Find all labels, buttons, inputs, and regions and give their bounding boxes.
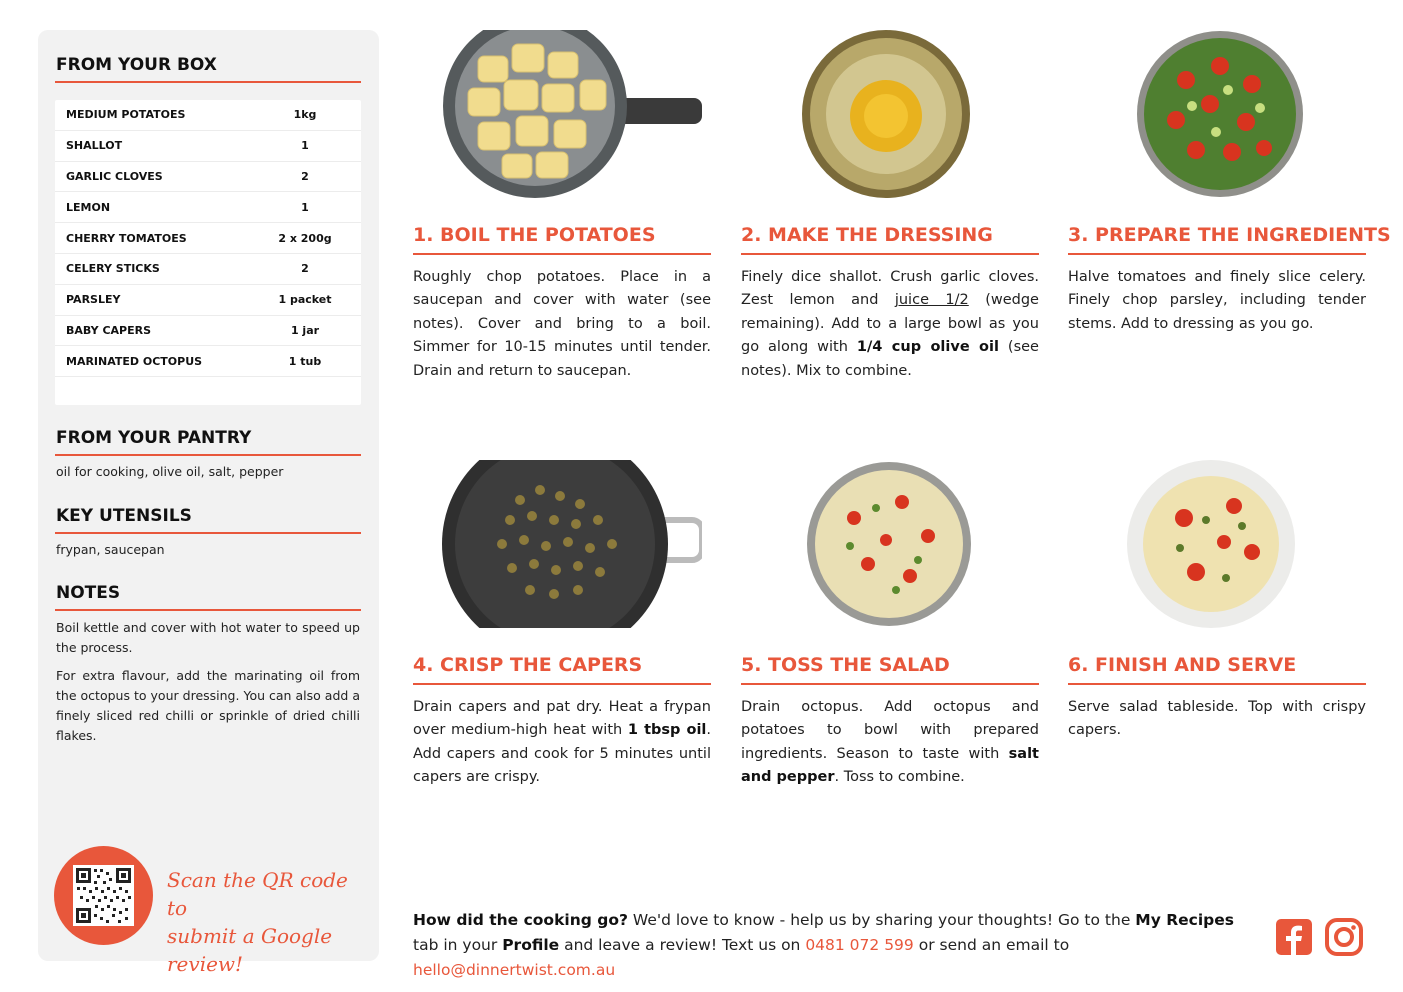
step-3-title: 3. PREPARE THE INGREDIENTS	[1068, 224, 1391, 246]
my-recipes-text: My Recipes	[1135, 911, 1234, 929]
ingredient-name: BABY CAPERS	[66, 323, 152, 337]
table-row	[55, 223, 361, 254]
ingredient-name: CELERY STICKS	[66, 262, 160, 276]
step-6-text: Serve salad tableside. Top with crispy capers.	[1068, 699, 1366, 739]
heading-rule	[55, 454, 361, 456]
ingredients-table	[55, 100, 361, 405]
step-2-image	[800, 30, 972, 198]
text-bold: 1/4 cup olive oil	[856, 339, 999, 356]
heading-rule	[55, 532, 361, 534]
table-row	[55, 162, 361, 193]
qr-caption-line: Scan the QR code to	[167, 868, 348, 920]
text-run: We'd love to know - help us by sharing your thoughts! Go to the	[627, 911, 1136, 929]
ingredient-qty: 1	[301, 200, 309, 214]
table-row	[55, 285, 361, 316]
text-run: tab in your	[413, 936, 503, 954]
step-5-image	[806, 460, 972, 628]
ingredient-name: SHALLOT	[66, 139, 123, 153]
step-1-title: 1. BOIL THE POTATOES	[413, 224, 656, 246]
step-5-text	[741, 696, 1039, 790]
step-2-title: 2. MAKE THE DRESSING	[741, 224, 993, 246]
heading-rule	[55, 81, 361, 83]
text-run: or send an email to	[913, 936, 1070, 954]
qr-caption-line: submit a Google review!	[167, 924, 333, 976]
facebook-icon[interactable]	[1275, 918, 1313, 956]
ingredient-qty: 1kg	[293, 108, 317, 122]
step-4-text	[413, 696, 711, 790]
text-run: and leave a review! Text us on	[559, 936, 806, 954]
step-rule	[413, 683, 711, 685]
ingredient-name: MARINATED OCTOPUS	[66, 354, 203, 368]
notes-heading: NOTES	[56, 583, 121, 603]
ingredient-qty: 1	[301, 139, 309, 153]
ingredient-name: CHERRY TOMATOES	[66, 231, 187, 245]
step-1-text: Roughly chop potatoes. Place in a saucepan and cover with water (see notes). Cover and bring to a boil. Simmer for 10-15 minutes until tender. Drain and return to saucepan.	[413, 269, 711, 379]
notes-paragraph: Boil kettle and cover with hot water to speed up the process.	[56, 620, 360, 655]
step-4-image	[440, 460, 702, 628]
step-rule	[741, 253, 1039, 255]
footer-question: How did the cooking go?	[413, 911, 628, 929]
table-row	[55, 131, 361, 162]
ingredient-qty: 2	[301, 262, 309, 276]
table-row	[55, 192, 361, 223]
text-underline: juice 1/2	[894, 292, 969, 309]
text-run: (see notes). Mix to combine.	[741, 339, 1039, 379]
step-6-image	[1124, 460, 1298, 628]
step-6-title: 6. FINISH AND SERVE	[1068, 654, 1297, 676]
table-row	[55, 316, 361, 347]
step-rule	[741, 683, 1039, 685]
ingredient-name: MEDIUM POTATOES	[66, 108, 186, 122]
step-5-title: 5. TOSS THE SALAD	[741, 654, 950, 676]
pantry-heading: FROM YOUR PANTRY	[56, 428, 252, 448]
table-row	[55, 254, 361, 285]
profile-text: Profile	[502, 936, 560, 954]
ingredient-qty: 2	[301, 169, 309, 183]
text-run: . Add capers and cook for 5 minutes until capers are crispy.	[413, 722, 711, 786]
qr-badge[interactable]	[54, 846, 153, 945]
qr-code[interactable]	[73, 865, 134, 926]
qr-code-icon	[73, 865, 134, 926]
instagram-icon[interactable]	[1325, 918, 1363, 956]
email-link[interactable]: hello@dinnertwist.com.au	[413, 961, 616, 979]
text-run: Finely dice shallot. Crush garlic cloves. Zest lemon and	[741, 269, 1039, 309]
ingredient-qty: 1 jar	[290, 323, 320, 337]
heading-rule	[55, 609, 361, 611]
text-run: . Toss to combine.	[834, 769, 965, 786]
sidebar-panel	[38, 30, 379, 976]
ingredient-qty: 2 x 200g	[278, 231, 332, 245]
table-row	[55, 346, 361, 377]
utensils-text: frypan, saucepan	[56, 542, 165, 557]
ingredient-qty: 1 packet	[278, 293, 332, 307]
text-run: (wedge remaining). Add to a large bowl as you go along with	[741, 292, 1039, 356]
text-bold: salt and pepper	[741, 745, 1039, 786]
ingredient-qty: 1 tub	[288, 354, 322, 368]
table-row	[55, 100, 361, 131]
ingredient-name: PARSLEY	[66, 293, 121, 307]
qr-caption	[167, 866, 367, 978]
step-1-image	[430, 30, 702, 198]
text-bold: 1 tbsp oil	[627, 722, 707, 739]
step-4-title: 4. CRISP THE CAPERS	[413, 654, 643, 676]
step-3-text: Halve tomatoes and finely slice celery. Finely chop parsley, including tender stems. Add to dressing as you go.	[1068, 269, 1366, 332]
step-rule	[1068, 683, 1366, 685]
step-2-text	[741, 266, 1039, 383]
feedback-footer	[413, 908, 1253, 983]
text-run: Drain capers and pat dry. Heat a frypan over medium-high heat with	[413, 699, 711, 739]
from-box-heading: FROM YOUR BOX	[56, 55, 217, 75]
text-run: Drain octopus. Add octopus and potatoes to bowl with prepared ingredients. Season to taste with	[741, 699, 1039, 762]
utensils-heading: KEY UTENSILS	[56, 506, 192, 526]
pantry-text: oil for cooking, olive oil, salt, pepper	[56, 464, 284, 479]
step-rule	[413, 253, 711, 255]
ingredient-name: LEMON	[66, 200, 111, 214]
ingredient-name: GARLIC CLOVES	[66, 169, 163, 183]
step-3-image	[1136, 30, 1304, 198]
phone-link[interactable]: 0481 072 599	[805, 936, 914, 954]
step-rule	[1068, 253, 1366, 255]
notes-paragraph: For extra flavour, add the marinating oil from the octopus to your dressing. You can also add a finely sliced red chilli or sprinkle of dried chilli flakes.	[56, 668, 360, 743]
